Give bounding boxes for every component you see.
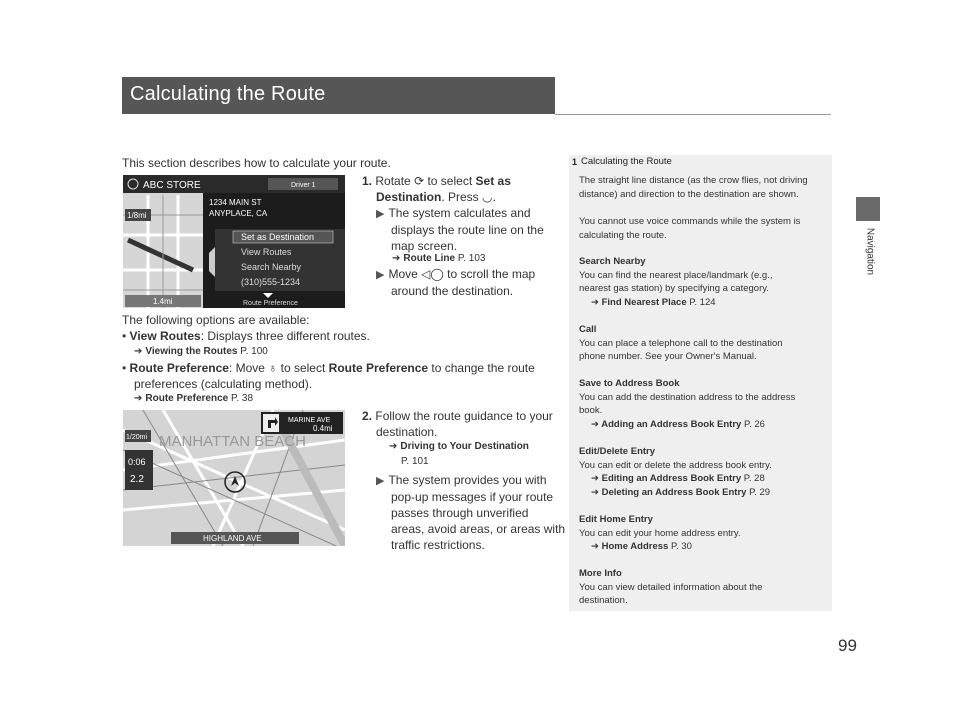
xref-arrow-icon: ➔ bbox=[591, 473, 602, 484]
xref-route-line[interactable] bbox=[392, 253, 485, 264]
option-pref-label: Route Preference bbox=[129, 361, 229, 375]
xref-route-preference-page: P. 38 bbox=[230, 393, 254, 404]
note-header-text: Calculating the Route bbox=[581, 156, 672, 167]
section-side-label: Navigation bbox=[864, 227, 876, 276]
screen2-street: MARINE AVE bbox=[288, 417, 331, 424]
xref-adding-entry-page: P. 26 bbox=[743, 418, 765, 430]
option-view-routes-desc: : Displays three different routes. bbox=[200, 329, 370, 343]
step2-line1 bbox=[362, 408, 553, 424]
xref-arrow-icon: ➔ bbox=[134, 346, 143, 357]
xref-route-preference-label: Route Preference bbox=[145, 393, 229, 404]
step1-sub1-l3: map screen. bbox=[391, 239, 458, 253]
xref-home-address-label: Home Address bbox=[601, 541, 669, 552]
note-edit-l1: You can edit or delete the address book entry. bbox=[579, 459, 772, 471]
note-call-l2: phone number. See your Owner's Manual. bbox=[579, 351, 757, 362]
xref-deleting-entry-label: Deleting an Address Book Entry bbox=[601, 486, 747, 498]
bullet: • bbox=[122, 329, 127, 343]
xref-arrow-icon: ➔ bbox=[591, 541, 602, 552]
step2-sub-l3: passes through unverified bbox=[391, 506, 529, 520]
move-down-icon: ♁ bbox=[268, 361, 278, 375]
note-search-l1: You can find the nearest place/landmark (e.g., bbox=[579, 269, 773, 281]
xref-home-address[interactable] bbox=[591, 541, 692, 552]
note-save-l2: book. bbox=[579, 405, 603, 416]
step2-sub bbox=[376, 472, 565, 553]
xref-arrow-icon: ➔ bbox=[389, 441, 398, 452]
note-home-heading: Edit Home Entry bbox=[579, 514, 653, 525]
step2-l2: destination. bbox=[376, 425, 438, 439]
option-route-preference bbox=[122, 360, 535, 392]
step2-l1: Follow the route guidance to your bbox=[375, 409, 553, 423]
xref-editing-entry[interactable] bbox=[591, 473, 765, 484]
step2-sub-l1: The system provides you with bbox=[388, 473, 547, 487]
xref-viewing-routes[interactable] bbox=[134, 346, 268, 357]
screen2-road: HIGHLAND AVE bbox=[203, 534, 262, 543]
screen1-dist: 1.4mi bbox=[153, 297, 173, 306]
scroll-left-icon: ◁◯ bbox=[421, 267, 444, 281]
screen1-addr1: 1234 MAIN ST bbox=[209, 198, 262, 207]
step1-sub2-b: to scroll the map bbox=[447, 267, 536, 281]
screen2-dist: 0.4mi bbox=[313, 424, 333, 433]
screen2-scale: 1/20mi bbox=[126, 434, 148, 441]
note-search-heading: Search Nearby bbox=[579, 256, 646, 267]
xref-adding-entry-label: Adding an Address Book Entry bbox=[601, 418, 742, 430]
step1-sub1 bbox=[376, 205, 544, 254]
screen-route-menu bbox=[123, 175, 345, 308]
screen2-miles: 2.2 bbox=[130, 474, 144, 485]
screen1-footer: Route Preference bbox=[243, 300, 298, 307]
page-number: 99 bbox=[838, 636, 857, 655]
step-arrow-icon: ▶ bbox=[376, 269, 385, 281]
xref-arrow-icon: ➔ bbox=[392, 253, 401, 264]
note-more-l2: destination. bbox=[579, 595, 628, 606]
note-home bbox=[579, 513, 741, 554]
xref-arrow-icon: ➔ bbox=[134, 393, 143, 404]
screen2-time: 0:06 bbox=[128, 457, 146, 467]
note-marker-icon: 1 bbox=[572, 157, 578, 167]
note-header bbox=[569, 155, 832, 169]
note-p1-l2: distance) and direction to the destination are shown. bbox=[579, 188, 799, 200]
step1-line2 bbox=[376, 189, 496, 205]
step2-sub-l4: areas, avoid areas, or areas with bbox=[391, 522, 566, 536]
note-p1-l1: The straight line distance (as the crow flies, not driving bbox=[579, 175, 808, 186]
step1-rotate-text: Rotate bbox=[375, 174, 411, 188]
title-rule bbox=[555, 114, 831, 115]
xref-editing-entry-label: Editing an Address Book Entry bbox=[601, 473, 742, 484]
option-pref-desc-d: to change the route bbox=[431, 361, 535, 375]
step2-sub-l5: traffic restrictions. bbox=[391, 538, 485, 552]
note-more-l1: You can view detailed information about the bbox=[579, 581, 763, 593]
note-call-l1: You can place a telephone call to the destination bbox=[579, 337, 783, 349]
xref-find-nearest-page: P. 124 bbox=[689, 296, 716, 308]
note-more-heading: More Info bbox=[579, 568, 622, 579]
xref-home-address-page: P. 30 bbox=[670, 541, 692, 552]
screen2-city: MANHATTAN BEACH bbox=[159, 433, 306, 450]
note-search-nearby bbox=[579, 255, 772, 309]
xref-route-line-page: P. 103 bbox=[457, 253, 486, 264]
bullet: • bbox=[122, 361, 127, 375]
step1-press-text: . Press bbox=[441, 190, 479, 204]
option-view-routes bbox=[122, 328, 370, 344]
note-call bbox=[579, 323, 783, 364]
screen1-menu-3: (310)555-1234 bbox=[241, 277, 301, 287]
xref-viewing-routes-page: P. 100 bbox=[240, 346, 268, 357]
note-p2-l2: calculating the route. bbox=[579, 229, 667, 241]
rotate-knob-icon: ⟳ bbox=[414, 174, 425, 188]
screen1-scale: 1/8mi bbox=[127, 211, 147, 220]
section-tab-marker bbox=[856, 197, 880, 221]
xref-driving-page: P. 101 bbox=[401, 456, 429, 467]
xref-arrow-icon: ➔ bbox=[591, 486, 602, 498]
step-arrow-icon: ▶ bbox=[376, 208, 385, 220]
note-p2-l1: You cannot use voice commands while the system is bbox=[579, 216, 801, 227]
option-pref-desc-l2: preferences (calculating method). bbox=[134, 377, 313, 391]
xref-adding-entry[interactable] bbox=[591, 419, 765, 430]
xref-viewing-routes-label: Viewing the Routes bbox=[145, 346, 238, 357]
step1-line1 bbox=[362, 173, 511, 189]
note-sidebar bbox=[569, 155, 832, 611]
step1-sub2-l2: around the destination. bbox=[391, 284, 514, 298]
xref-find-nearest-label: Find Nearest Place bbox=[601, 296, 687, 308]
option-view-routes-label: View Routes bbox=[129, 329, 201, 343]
xref-editing-entry-page: P. 28 bbox=[743, 473, 765, 484]
screen1-store: ABC STORE bbox=[143, 180, 201, 191]
xref-route-preference[interactable] bbox=[134, 393, 253, 404]
xref-route-line-label: Route Line bbox=[403, 253, 456, 264]
screen-guidance-map bbox=[123, 410, 345, 546]
step2-sub-l2: pop-up messages if your route bbox=[391, 490, 554, 504]
page-title: Calculating the Route bbox=[130, 83, 326, 105]
intro-text: This section describes how to calculate your route. bbox=[122, 156, 391, 170]
option-pref-desc-b: to select bbox=[280, 361, 326, 375]
section-title-bar bbox=[122, 77, 555, 114]
xref-driving[interactable] bbox=[389, 441, 529, 452]
note-save bbox=[579, 377, 795, 431]
screen1-menu-2: Search Nearby bbox=[241, 262, 302, 272]
xref-deleting-entry-page: P. 29 bbox=[749, 486, 771, 498]
xref-find-nearest[interactable] bbox=[591, 297, 716, 308]
guidance-map-screen-art bbox=[123, 410, 345, 546]
note-save-heading: Save to Address Book bbox=[579, 378, 680, 389]
step2-num: 2. bbox=[362, 409, 373, 423]
note-p1 bbox=[579, 174, 808, 201]
option-pref-desc-a: : Move bbox=[228, 361, 265, 375]
options-intro: The following options are available: bbox=[122, 313, 310, 327]
step1-sub2 bbox=[376, 266, 535, 299]
option-pref-desc-c: Route Preference bbox=[328, 361, 429, 375]
note-p2 bbox=[579, 215, 800, 242]
xref-deleting-entry[interactable] bbox=[591, 487, 770, 498]
note-edit-heading: Edit/Delete Entry bbox=[579, 446, 656, 457]
note-search-l2: nearest gas station) by specifying a category. bbox=[579, 283, 769, 294]
xref-arrow-icon: ➔ bbox=[591, 296, 602, 308]
step1-select-text: to select bbox=[427, 174, 473, 188]
step1-sub1-l1: The system calculates and bbox=[388, 206, 531, 220]
note-call-heading: Call bbox=[579, 324, 597, 335]
step1-destination: Destination bbox=[376, 190, 442, 204]
screen1-addr2: ANYPLACE, CA bbox=[209, 209, 268, 218]
step1-set-as: Set as bbox=[475, 174, 511, 188]
xref-driving-label: Driving to Your Destination bbox=[400, 441, 529, 452]
note-home-l1: You can edit your home address entry. bbox=[579, 527, 741, 539]
step1-sub2-a: Move bbox=[388, 267, 418, 281]
xref-arrow-icon: ➔ bbox=[591, 418, 602, 430]
press-knob-icon: ◡ bbox=[482, 190, 493, 204]
note-save-l1: You can add the destination address to the address bbox=[579, 391, 796, 403]
screen1-driver: Driver 1 bbox=[291, 182, 316, 189]
step1-sub1-l2: displays the route line on the bbox=[391, 223, 544, 237]
period: . bbox=[492, 190, 496, 204]
route-menu-screen-art bbox=[123, 175, 345, 308]
screen1-menu-0: Set as Destination bbox=[241, 232, 315, 242]
note-edit-delete bbox=[579, 445, 772, 499]
screen1-menu-1: View Routes bbox=[241, 247, 292, 257]
step1-num: 1. bbox=[362, 174, 373, 188]
step-arrow-icon: ▶ bbox=[376, 475, 385, 487]
note-more-info bbox=[579, 567, 762, 608]
